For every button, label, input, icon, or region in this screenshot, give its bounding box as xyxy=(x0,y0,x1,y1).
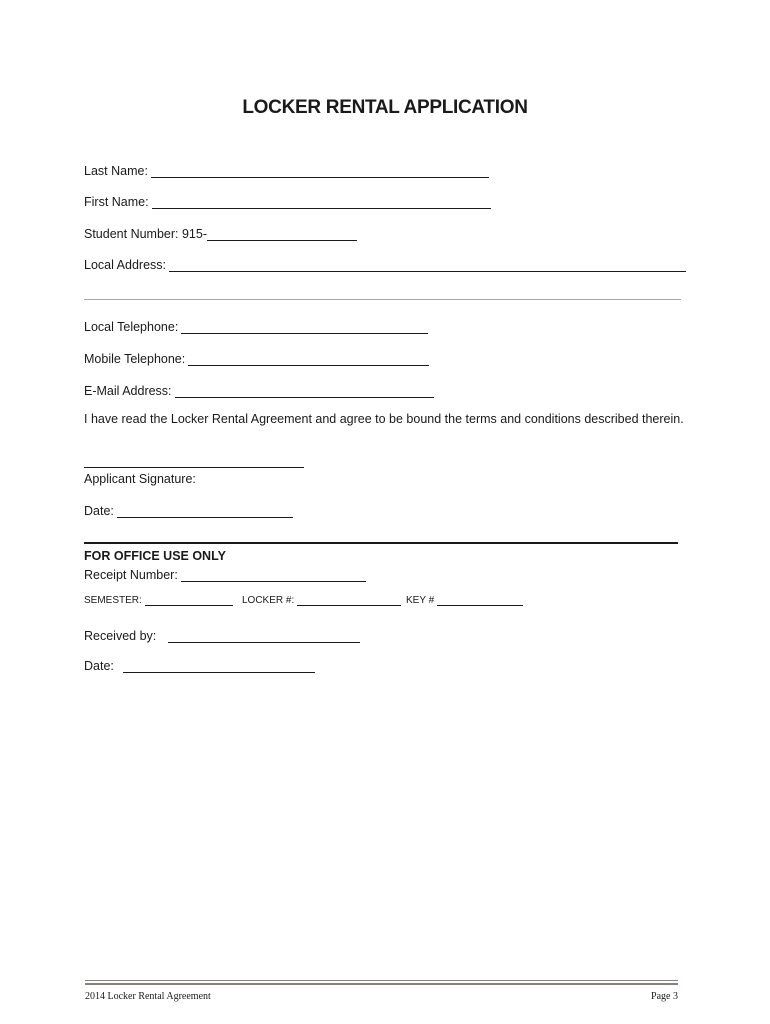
locker-row xyxy=(242,595,401,606)
local-telephone-row xyxy=(84,320,428,334)
address-second-line[interactable] xyxy=(84,299,681,300)
footer-rule xyxy=(85,980,678,981)
footer-document-name: 2014 Locker Rental Agreement xyxy=(85,991,211,1002)
office-date-field[interactable] xyxy=(123,660,315,673)
received-by-label: Received by: xyxy=(84,629,157,643)
student-number-field[interactable] xyxy=(207,228,357,241)
footer-rule-thick xyxy=(85,983,678,985)
local-address-row xyxy=(84,258,686,272)
email-row xyxy=(84,384,434,398)
semester-field[interactable] xyxy=(145,595,233,606)
signature-label: Applicant Signature: xyxy=(84,472,196,486)
first-name-field[interactable] xyxy=(152,196,491,209)
receipt-label: Receipt Number: xyxy=(84,568,178,582)
page-title: LOCKER RENTAL APPLICATION xyxy=(242,97,528,118)
email-label: E-Mail Address: xyxy=(84,384,172,398)
key-label: KEY # xyxy=(406,595,435,606)
mobile-telephone-row xyxy=(84,352,429,366)
local-address-field[interactable] xyxy=(169,259,686,272)
date-label: Date: xyxy=(84,504,114,518)
last-name-row xyxy=(84,164,489,178)
date-field[interactable] xyxy=(117,505,293,518)
office-separator xyxy=(84,542,678,544)
key-row xyxy=(406,595,523,606)
last-name-field[interactable] xyxy=(151,165,489,178)
signature-line[interactable] xyxy=(84,467,304,468)
agreement-text: I have read the Locker Rental Agreement and agree to be bound the terms and conditions described therein. xyxy=(84,412,684,426)
locker-label: LOCKER #: xyxy=(242,595,295,606)
mobile-telephone-label: Mobile Telephone: xyxy=(84,352,186,366)
student-number-label: Student Number: 915- xyxy=(84,227,207,241)
key-field[interactable] xyxy=(437,595,523,606)
last-name-label: Last Name: xyxy=(84,164,148,178)
semester-label: SEMESTER: xyxy=(84,595,142,606)
office-use-heading: FOR OFFICE USE ONLY xyxy=(84,549,226,563)
date-row xyxy=(84,504,293,518)
first-name-row xyxy=(84,195,491,209)
local-telephone-field[interactable] xyxy=(181,321,428,334)
semester-row xyxy=(84,595,233,606)
locker-field[interactable] xyxy=(297,595,401,606)
office-date-row xyxy=(84,659,315,673)
received-by-row xyxy=(84,629,360,643)
mobile-telephone-field[interactable] xyxy=(188,353,429,366)
office-date-label: Date: xyxy=(84,659,114,673)
local-address-label: Local Address: xyxy=(84,258,166,272)
receipt-row xyxy=(84,568,366,582)
received-by-field[interactable] xyxy=(168,630,360,643)
student-number-row xyxy=(84,227,357,241)
footer-page-number: Page 3 xyxy=(651,991,678,1002)
email-field[interactable] xyxy=(175,385,434,398)
receipt-field[interactable] xyxy=(181,569,366,582)
first-name-label: First Name: xyxy=(84,195,149,209)
signature-row xyxy=(84,472,196,486)
local-telephone-label: Local Telephone: xyxy=(84,320,179,334)
